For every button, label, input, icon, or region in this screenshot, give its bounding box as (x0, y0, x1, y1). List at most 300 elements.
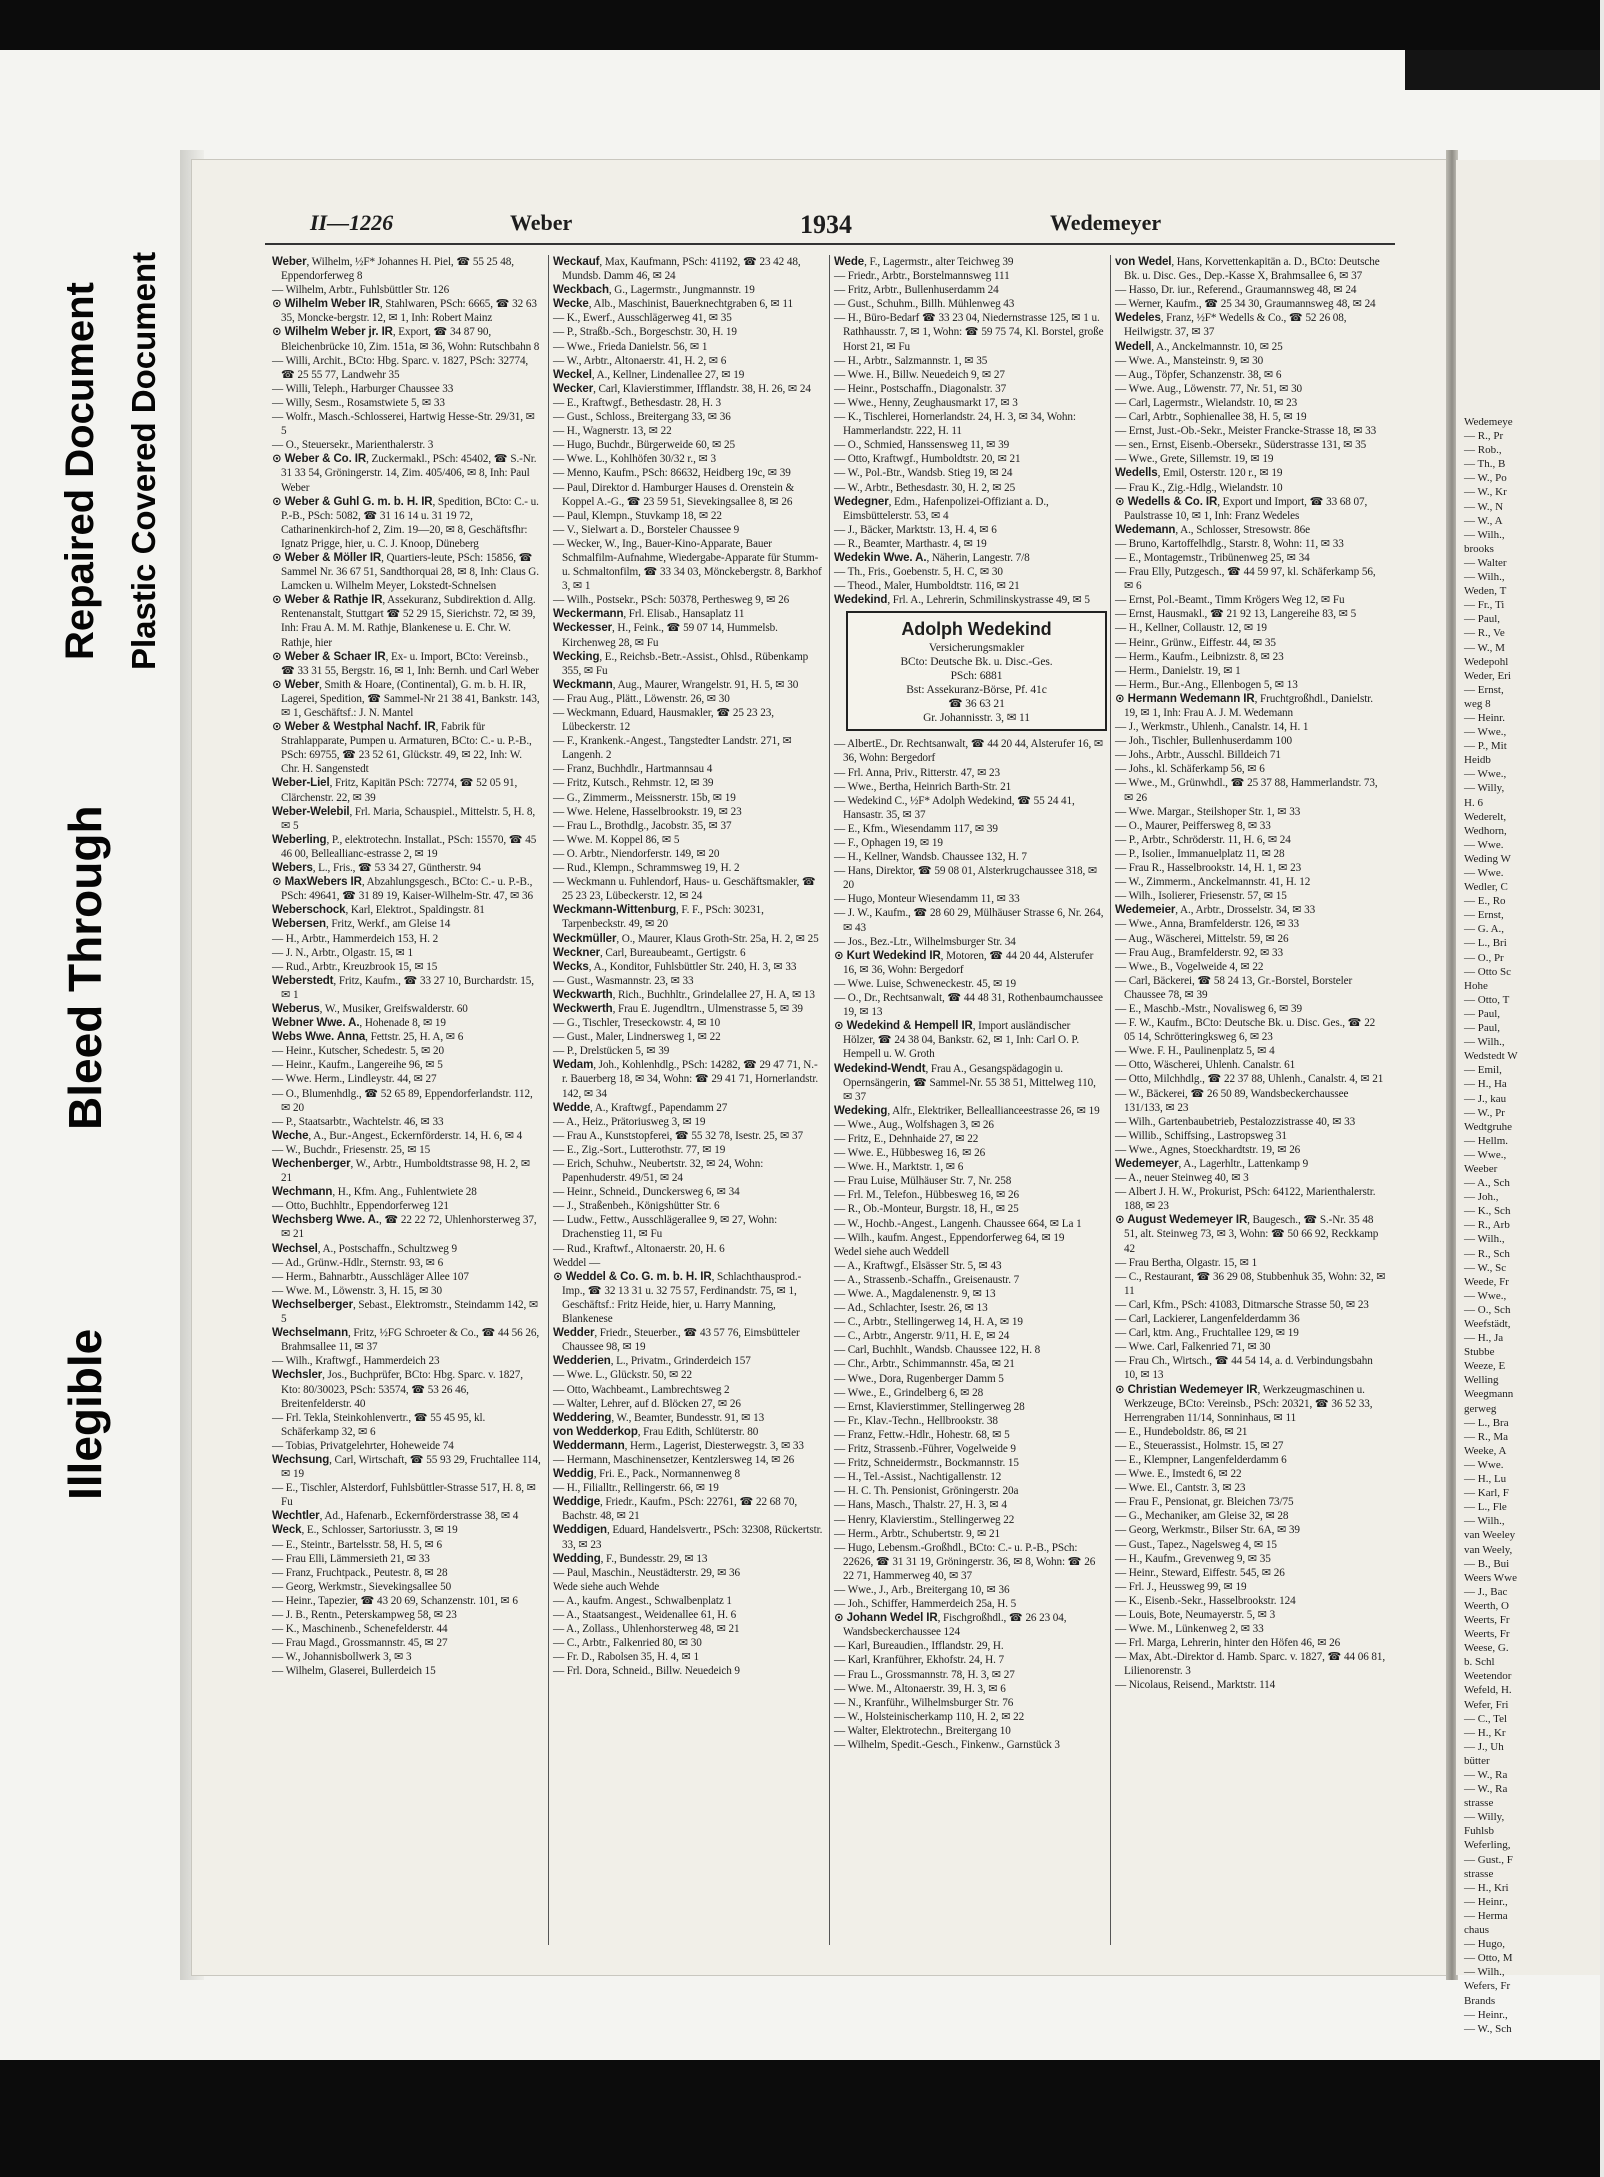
directory-entry: — H., Tel.-Assist., Nachtigallenstr. 12 (834, 1471, 1002, 1484)
next-page-entry-fragment: gerweg (1464, 1402, 1497, 1415)
directory-entry: — Franz, Fruchtpack., Peutestr. 8, ✉ 28 (272, 1566, 448, 1579)
directory-entry: — Wwe., J., Arb., Breitergang 10, ✉ 36 (834, 1583, 1010, 1596)
directory-entry: Wecking, E., Reichsb.-Betr.-Assist., Ohlsd., Rübenkamp 355, ✉ Fu (553, 650, 809, 677)
directory-entry: — Paul, Maschin., Neustädterstr. 29, ✉ 36 (553, 1566, 741, 1579)
directory-entry: — Frau Ch., Wirtsch., ☎ 44 54 14, a. d. Verbindungsbahn 10, ✉ 13 (1115, 1355, 1373, 1382)
next-page-entry-fragment: — L., Bra (1464, 1416, 1509, 1429)
directory-entry: von Wedel, Hans, Korvettenkapitän a. D., BCto: Deutsche Bk. u. Disc. Ges., Dep.-Kasse X, Brahmsallee 6, ✉ 37 (1115, 256, 1380, 283)
directory-entry: — Hermann, Maschinensetzer, Kentzlersweg 14, ✉ 26 (553, 1453, 795, 1466)
next-page-entry-fragment: — J., Uh (1464, 1740, 1504, 1753)
next-page-entry-fragment: — J., Bac (1464, 1585, 1508, 1598)
label-illegible: Illegible (59, 1328, 111, 1500)
directory-entry: ⊙ Wilhelm Weber jr. IR, Export, ☎ 34 87 90, Bleichenbrücke 10, Zim. 151a, ✉ 36, Wohn: Rutschbahn 8 (272, 326, 540, 353)
directory-entry: — G., Zimmerm., Meissnerstr. 15b, ✉ 19 (553, 791, 736, 804)
directory-entry: Wedegner, Edm., Hafenpolizei-Offiziant a. D., Eimsbüttelerstr. 53, ✉ 4 (834, 495, 1049, 522)
next-page-entry-fragment: — Wwe. (1464, 838, 1504, 851)
next-page-entry-fragment: strasse (1464, 1797, 1494, 1810)
next-page-entry-fragment: — R., Ma (1464, 1430, 1508, 1443)
directory-entry: — Menno, Kaufm., PSch: 86632, Heidberg 19c, ✉ 39 (553, 467, 791, 480)
directory-entry: — Chr., Arbtr., Schimmannstr. 45a, ✉ 21 (834, 1358, 1015, 1371)
directory-entry: — Paul, Klempn., Stuvkamp 18, ✉ 22 (553, 509, 722, 522)
directory-entry: — Aug., Töpfer, Schanzenstr. 38, ✉ 6 (1115, 368, 1282, 381)
directory-entry: — E., Steintr., Bartelsstr. 58, H. 5, ✉ 6 (272, 1538, 442, 1551)
directory-entry: — Frl. Anna, Priv., Ritterstr. 47, ✉ 23 (834, 766, 1001, 779)
directory-entry: — Frau Elly, Putzgesch., ☎ 44 59 97, kl. Schäferkamp 56, ✉ 6 (1115, 566, 1376, 593)
next-page-entry-fragment: Weerts, Fr (1464, 1613, 1510, 1626)
directory-entry: Wedel siehe auch Weddell (834, 1245, 950, 1258)
directory-entry: — J. N., Arbtr., Olgastr. 15, ✉ 1 (272, 946, 413, 959)
directory-entry: Weberus, W., Musiker, Greifswalderstr. 60 (272, 1002, 468, 1015)
next-page-entry-fragment: Fuhlsb (1464, 1825, 1494, 1838)
next-page-entry-fragment: — L., Bri (1464, 937, 1507, 950)
directory-entry: — H., Wagnerstr. 13, ✉ 22 (553, 425, 672, 438)
directory-entry: ⊙ Weber & Guhl G. m. b. H. IR, Spedition, BCto: C.- u. P.-B., PSch: 5082, ☎ 31 16 14 u. 31 19 72, Catharinenkirch-hof 2, Zim. 19—20, ✉ 8, Geschäftsfhr: Ignatz Prigge, hier, u. C. J. Knoop, Düneberg (272, 495, 539, 550)
next-page-entry-fragment: Weese, G. (1464, 1642, 1509, 1655)
directory-entry: — Heinr., Tapezier, ☎ 43 20 69, Schanzenstr. 101, ✉ 6 (272, 1594, 518, 1607)
next-page-entry-fragment: — Ernst, (1464, 683, 1504, 696)
directory-entry: — Wwe., Frieda Danielstr. 56, ✉ 1 (553, 340, 708, 353)
directory-entry: — E., Hundeboldstr. 86, ✉ 21 (1115, 1425, 1248, 1438)
directory-entry: — Tobias, Privatgelehrter, Hoheweide 74 (272, 1439, 454, 1452)
directory-entry: Wedeking, Alfr., Elektriker, Belleallianceestrasse 26, ✉ 19 (834, 1104, 1100, 1117)
directory-entry: Wecker, Carl, Klavierstimmer, Ifflandstr. 38, H. 26, ✉ 24 (553, 382, 811, 395)
next-page-entry-fragment: — Ernst, (1464, 909, 1504, 922)
next-page-entry-fragment: Wedemeye (1464, 416, 1513, 428)
directory-entry: — K., Eisenb.-Sekr., Hasselbrookstr. 124 (1115, 1594, 1296, 1607)
next-page-entry-fragment: brooks (1464, 542, 1494, 555)
directory-entry: — Wwe., M., Grünwhdl., ☎ 25 37 88, Hammerlandstr. 73, ✉ 26 (1115, 777, 1378, 804)
directory-entry: — H., Kellner, Wandsb. Chaussee 132, H. 7 (834, 851, 1027, 864)
directory-entry: Weck, E., Schlosser, Sartoriusstr. 3, ✉ 19 (272, 1524, 458, 1537)
directory-entry: — W., Johannisbollwerk 3, ✉ 3 (272, 1651, 412, 1664)
directory-entry: ⊙ August Wedemeyer IR, Baugesch., ☎ S.-Nr. 35 48 51, alt. Steinweg 73, ✉ 3, Wohn: ☎ 50 66 92, Reckkamp 42 (1115, 1214, 1379, 1255)
header-left-word: Weber (510, 210, 573, 235)
next-page-entry-fragment: — Otto, M (1464, 1952, 1513, 1965)
directory-entry: — Hugo, Buchdr., Bürgerweide 60, ✉ 25 (553, 439, 735, 452)
directory-entry: — Heinr., Grünw., Eiffestr. 44, ✉ 35 (1115, 636, 1276, 649)
directory-entry: Wedells, Emil, Osterstr. 120 r., ✉ 19 (1115, 467, 1283, 480)
directory-entry: — Wwe., Henny, Zeughausmarkt 17, ✉ 3 (834, 396, 1018, 409)
next-page-entry-fragment: — Wwe., (1464, 768, 1507, 781)
directory-entry: — Wwe. Helene, Hasselbrookstr. 19, ✉ 23 (553, 805, 742, 818)
next-page-entry-fragment: — H., Lu (1464, 1473, 1507, 1486)
next-page-entry-fragment: Weeze, E (1464, 1360, 1506, 1373)
column-separator (829, 255, 830, 1945)
directory-entry: Weddering, W., Beamter, Bundesstr. 91, ✉ 13 (553, 1411, 765, 1424)
directory-entry: — Wwe. F. H., Paulinenplatz 5, ✉ 4 (1115, 1045, 1275, 1058)
directory-entry: — Karl, Bureaudien., Ifflandstr. 29, H. (834, 1640, 1004, 1653)
directory-entry: — C., Restaurant, ☎ 36 29 08, Stubbenhuk 35, Wohn: 32, ✉ 11 (1115, 1270, 1386, 1297)
directory-entry: — O., Blumenhdlg., ☎ 52 65 89, Eppendorferlandstr. 112, ✉ 20 (272, 1087, 533, 1114)
directory-entry: Weber-Welebil, Frl. Maria, Schauspiel., Mittelstr. 5, H. 8, ✉ 5 (272, 805, 536, 832)
directory-entry: — Otto, Wachbeamt., Lambrechtsweg 2 (553, 1383, 730, 1396)
next-page-entry-fragment: — P., Mit (1464, 740, 1507, 753)
next-page-entry-fragment: Welling (1464, 1374, 1499, 1387)
directory-entry: Weber, Wilhelm, ½F* Johannes H. Piel, ☎ 55 25 48, Eppendorferweg 8 (272, 256, 514, 283)
directory-entry: — H. C. Th. Pensionist, Gröningerstr. 20a (834, 1485, 1019, 1498)
directory-entry: — Wwe., Aug., Wolfshagen 3, ✉ 26 (834, 1118, 994, 1131)
directory-entry: — A., kaufm. Angest., Schwalbenplatz 1 (553, 1594, 732, 1607)
next-page-entry-fragment: — J., kau (1464, 1092, 1507, 1105)
directory-entry: — Otto, Buchhltr., Eppendorferweg 121 (272, 1200, 449, 1213)
top-black-bar (0, 0, 1600, 50)
directory-entry: — Weckmann u. Fuhlendorf, Haus- u. Geschäftsmakler, ☎ 25 23 23, Lübeckerstr. 12, ✉ 24 (553, 876, 816, 903)
page-number: II—1226 (310, 210, 394, 235)
directory-entry: Weckel, A., Kellner, Lindenallee 27, ✉ 19 (553, 368, 745, 381)
next-page-entry-fragment: — Otto, T (1464, 993, 1510, 1006)
directory-entry: — Frau Elli, Lämmersieth 21, ✉ 33 (272, 1552, 430, 1565)
advertisement-line: Bst: Assekuranz-Börse, Pf. 41c (906, 684, 1047, 697)
directory-entry: — Franz, Buchhdlr., Hartmannsau 4 (553, 763, 713, 776)
directory-entry: — Carl, Bäckerei, ☎ 58 24 13, Gr.-Borstel, Borsteler Chaussee 78, ✉ 39 (1115, 974, 1353, 1001)
directory-entry: Weddigen, Eduard, Handelsvertr., PSch: 32308, Rückertstr. 33, ✉ 23 (553, 1524, 823, 1551)
directory-entry: — Hasso, Dr. iur., Referend., Graumannsweg 48, ✉ 24 (1115, 284, 1357, 297)
directory-entry: Wedding, F., Bundesstr. 29, ✉ 13 (553, 1552, 708, 1565)
next-page-entry-fragment: — H., Kri (1464, 1881, 1509, 1894)
directory-entry: — Walter, Elektrotechn., Breitergang 10 (834, 1724, 1011, 1737)
directory-entry: — Erich, Schuhw., Neubertstr. 32, ✉ 24, Wohn: Papenhuderstr. 49/51, ✉ 24 (553, 1158, 764, 1185)
next-page-edge (1456, 160, 1600, 2035)
directory-entry: Wechsung, Carl, Wirtschaft, ☎ 55 93 29, Fruchtallee 114, ✉ 19 (272, 1453, 541, 1481)
directory-entry: Weckwarth, Rich., Buchhltr., Grindelallee 27, H. A, ✉ 13 (553, 988, 815, 1001)
directory-entry: — Frl. Tekla, Steinkohlenvertr., ☎ 55 45 95, kl. Schäferkamp 32, ✉ 6 (272, 1411, 486, 1438)
directory-entry: — W., Bäckerei, ☎ 26 50 89, Wandsbeckerchaussee 131/133, ✉ 23 (1115, 1087, 1349, 1114)
directory-entry: — Herm., Arbtr., Schubertstr. 9, ✉ 21 (834, 1527, 1001, 1540)
next-page-entry-fragment: strasse (1464, 1867, 1494, 1880)
directory-entry: Weckmann, Aug., Maurer, Wrangelstr. 91, H. 5, ✉ 30 (553, 678, 799, 691)
directory-entry: — H., Büro-Bedarf ☎ 33 23 04, Niedernstrasse 125, ✉ 1 u. Rathhausstr. 7, ✉ 1, Wohn: ☎ 59 75 74, Kl. Borstel, große Horst 21, ✉ Fu (834, 312, 1104, 353)
directory-entry: ⊙ Weber & Westphal Nachf. IR, Fabrik für Strahlapparate, Pumpen u. Armaturen, BCto: C.- u. P.-B., PSch: 69755, ☎ 23 52 61, Glückstr. 49, ✉ 22, Inh: W. Chr. H. Sangenstedt (272, 721, 532, 776)
directory-entry: Wedde, A., Kraftwgf., Papendamm 27 (553, 1101, 728, 1114)
directory-entry: — Weckmann, Eduard, Hausmakler, ☎ 25 23 23, Lübeckerstr. 12 (553, 707, 774, 734)
directory-entry: — Wwe. H., Marktstr. 1, ✉ 6 (834, 1161, 964, 1174)
directory-entry: — Frau Aug., Plätt., Löwenstr. 26, ✉ 30 (553, 692, 730, 705)
directory-entry: Weberling, P., elektrotechn. Installat., PSch: 15570, ☎ 45 46 00, Belleallianc-estrasse 2, ✉ 19 (272, 833, 537, 860)
directory-entry: Wechsler, Jos., Buchprüfer, BCto: Hbg. Sparc. v. 1827, Kto: 80/30023, PSch: 53574, ☎ 53 26 46, Breitenfelderstr. 40 (272, 1369, 523, 1410)
directory-entry: — R., Beamter, Marthastr. 4, ✉ 19 (834, 537, 987, 550)
directory-entry: — Wwe. A., Mansteinstr. 9, ✉ 30 (1115, 354, 1264, 367)
directory-entry: — Otto, Kraftwgf., Humboldtstr. 20, ✉ 21 (834, 453, 1021, 466)
directory-entry: — Frau Luise, Mülhäuser Str. 7, Nr. 258 (834, 1175, 1012, 1188)
advertisement-line: Versicherungsmakler (928, 642, 1025, 655)
directory-entry: — Fritz, E., Dehnhaide 27, ✉ 22 (834, 1132, 979, 1145)
next-page-entry-fragment: — Wwe. (1464, 867, 1504, 879)
directory-entry: — Wwe. Luise, Schweneckestr. 45, ✉ 19 (834, 977, 1016, 990)
directory-entry: — J., Straßenbeh., Königshütter Str. 6 (553, 1200, 720, 1213)
directory-entry: — Frl. J., Heussweg 99, ✉ 19 (1115, 1580, 1247, 1593)
directory-entry: — Wilh., Gartenbaubetrieb, Pestalozzistrasse 40, ✉ 33 (1115, 1115, 1356, 1128)
directory-entry: Wedemann, A., Schlosser, Stresowstr. 86e (1115, 523, 1310, 536)
directory-entry: — Carl, Kfm., PSch: 41083, Ditmarsche Strasse 50, ✉ 23 (1115, 1298, 1369, 1311)
directory-entry: Wedeles, Franz, ½F* Wedells & Co., ☎ 52 26 08, Heilwigstr. 37, ✉ 37 (1115, 312, 1347, 339)
directory-entry: — Wwe. Herm., Lindleystr. 44, ✉ 27 (272, 1073, 437, 1086)
next-page-entry-fragment: Wederelt, (1464, 810, 1507, 823)
directory-entry: — Wwe. E., Hübbesweg 16, ✉ 26 (834, 1147, 986, 1160)
directory-entry: — Frau L., Brothdlg., Jacobstr. 35, ✉ 37 (553, 819, 732, 832)
next-page-entry-fragment: — A., Sch (1464, 1177, 1510, 1190)
directory-entry: — Gust., Wasmannstr. 23, ✉ 33 (553, 974, 694, 987)
next-page-entry-fragment: — Th., B (1464, 458, 1506, 471)
next-page-entry-fragment: Brands (1464, 1994, 1496, 2007)
directory-entry: — Hans, Direktor, ☎ 59 08 01, Alsterkrugchaussee 318, ✉ 20 (834, 865, 1098, 892)
directory-entry: ⊙ Hermann Wedemann IR, Fruchtgroßhdl., Danielstr. 19, ✉ 1, Inh: Frau A. J. M. Wedemann (1115, 692, 1373, 719)
advertisement-line: Gr. Johannisstr. 3, ✉ 11 (923, 712, 1030, 725)
directory-entry: — F. W., Kaufm., BCto: Deutsche Bk. u. Disc. Ges., ☎ 22 05 14, Schrötteringksweg 6, ✉ 23 (1115, 1017, 1376, 1044)
directory-entry: — Carl, ktm. Ang., Fruchtallee 129, ✉ 19 (1115, 1327, 1299, 1340)
directory-entry: — Heinr., Kaufm., Langereihe 96, ✉ 5 (272, 1059, 443, 1072)
directory-entry: — Wwe., B., Vogelweide 4, ✉ 22 (1115, 960, 1264, 973)
next-page-entry-fragment: — Heinr., (1464, 1895, 1508, 1908)
next-page-entry-fragment: weg 8 (1464, 697, 1491, 710)
next-page-entry-fragment: — Joh., (1464, 1191, 1499, 1204)
directory-entry: Wecke, Alb., Maschinist, Bauerknechtgraben 6, ✉ 11 (553, 298, 793, 311)
directory-entry: — A., Staatsangest., Weidenallee 61, H. 6 (553, 1609, 737, 1621)
next-page-entry-fragment: — R., Sch (1464, 1247, 1510, 1260)
directory-entry: — sen., Ernst, Eisenb.-Obersekr., Süderstrasse 131, ✉ 35 (1115, 439, 1367, 452)
next-page-entry-fragment: — Paul, (1464, 613, 1501, 626)
directory-entry: — Frau A., Kunststopferei, ☎ 55 32 78, Isestr. 25, ✉ 37 (553, 1129, 803, 1142)
next-page-entry-fragment: — Emil, (1464, 1064, 1502, 1077)
next-page-entry-fragment: Wedler, C (1464, 881, 1508, 894)
directory-entry: — Wwe., Anna, Bramfelderstr. 126, ✉ 33 (1115, 918, 1300, 931)
directory-entry: — Wilh., Isolierer, Friesenstr. 57, ✉ 15 (1115, 890, 1287, 903)
directory-entry: — Wwe., Agnes, Stoeckhardtstr. 19, ✉ 26 (1115, 1143, 1301, 1156)
next-page-entry-fragment: — L., Fle (1464, 1501, 1507, 1514)
next-page-entry-fragment: Stubbe (1464, 1346, 1495, 1359)
directory-entry: — E., Zig.-Sort., Lutterothstr. 77, ✉ 19 (553, 1143, 726, 1156)
directory-entry: Weckwerth, Frau E. Jugendltrn., Ulmenstrasse 5, ✉ 39 (553, 1002, 803, 1015)
directory-entry: — Gust., Maler, Lindnersweg 1, ✉ 22 (553, 1031, 721, 1044)
directory-entry: — J. B., Rentn., Peterskampweg 58, ✉ 23 (272, 1609, 457, 1621)
next-page-entry-fragment: — W., Po (1464, 472, 1507, 485)
directory-entry: — A., Strassenb.-Schaffn., Greisenaustr. 7 (834, 1273, 1020, 1286)
next-page-entry-fragment: — Wwe. (1464, 1458, 1504, 1471)
directory-entry: Wedekind, Frl. A., Lehrerin, Schmilinskystrasse 49, ✉ 5 (834, 594, 1090, 607)
directory-entry: — Carl, Lackierer, Langenfelderdamm 36 (1115, 1313, 1300, 1326)
directory-entry: Wedderien, L., Privatm., Grinderdeich 157 (553, 1355, 751, 1368)
directory-entry: — Max, Abt.-Direktor d. Hamb. Sparc. v. 1827, ☎ 44 06 81, Lilienorenstr. 3 (1115, 1651, 1386, 1678)
directory-entry: ⊙ Weddel & Co. G. m. b. H. IR, Schlachthausprod.-Imp., ☎ 32 13 31 u. 32 75 57, Ferdinandstr. 75, ✉ 1, Geschäftsf.: Fritz Heide, hier, u. Harry Manning, Blankenese (553, 1270, 802, 1326)
next-page-entry-fragment: — Wwe., (1464, 1148, 1507, 1161)
next-page-entry-fragment: — H., Ja (1464, 1332, 1504, 1345)
directory-entry: ⊙ Weber & Co. IR, Zuckermakl., PSch: 45402, ☎ S.-Nr. 31 33 54, Gröningerstr. 14, Zim. 405/406, ✉ 8, Inh: Paul Weber (272, 453, 537, 494)
directory-entry: — Heinr., Schneid., Dunckersweg 6, ✉ 34 (553, 1186, 740, 1199)
directory-entry: — Wwe., Bertha, Heinrich Barth-Str. 21 (834, 780, 1012, 793)
directory-entry: — Frl. Marga, Lehrerin, hinter den Höfen 46, ✉ 26 (1115, 1637, 1341, 1650)
next-page-entry-fragment: — C., Tel (1464, 1712, 1508, 1725)
directory-entry: — Wwe. Aug., Löwenstr. 77, Nr. 51, ✉ 30 (1115, 382, 1303, 395)
directory-entry: — Johs., Arbtr., Ausschl. Billdeich 71 (1115, 749, 1281, 762)
directory-entry: — R., Ob.-Monteur, Burgstr. 18, H., ✉ 25 (834, 1203, 1019, 1216)
directory-entry: Webner Wwe. A., Hohenade 8, ✉ 19 (272, 1017, 446, 1030)
directory-entry: — O., Dr., Rechtsanwalt, ☎ 44 48 31, Rothenbaumchaussee 19, ✉ 13 (834, 992, 1103, 1019)
next-page-entry-fragment: Heidb (1464, 754, 1491, 767)
next-page-entry-fragment: — Fr., Ti (1464, 599, 1505, 612)
directory-entry: Wechselberger, Sebast., Elektromstr., Steindamm 142, ✉ 5 (272, 1298, 539, 1326)
directory-entry: — H., Kellner, Collaustr. 12, ✉ 19 (1115, 622, 1267, 635)
header-year: 1934 (800, 210, 852, 239)
directory-entry: — Wwe. L., Glückstr. 50, ✉ 22 (553, 1369, 692, 1382)
directory-entry: ⊙ Weber & Schaer IR, Ex- u. Import, BCto: Vereinsb., ☎ 33 31 55, Bergstr. 16, ✉ 1, Inh: Bernh. und Carl Weber (272, 650, 539, 677)
column-1 (272, 255, 542, 1950)
directory-entry: — Carl, Buchhlt., Wandsb. Chaussee 122, H. 8 (834, 1344, 1041, 1357)
directory-entry: — Fritz, Schneidermstr., Bockmannstr. 15 (834, 1457, 1019, 1470)
directory-entry: — Fr. D., Rabolsen 35, H. 4, ✉ 1 (553, 1651, 700, 1664)
directory-entry: Wede siehe auch Wehde (553, 1580, 660, 1593)
next-page-entry-fragment: Wedstedt W (1464, 1050, 1518, 1063)
directory-entry: — Herm., Bur.-Ang., Ellenbogen 5, ✉ 13 (1115, 678, 1298, 691)
directory-entry: — Carl, Arbtr., Sophienallee 38, H. 5, ✉ 19 (1115, 411, 1307, 424)
bottom-black-bar (0, 2060, 1600, 2177)
directory-entry: Wedell, A., Anckelmannstr. 10, ✉ 25 (1115, 340, 1283, 353)
column-separator (1110, 255, 1111, 1945)
directory-entry: — H., Filialltr., Rellingerstr. 66, ✉ 19 (553, 1482, 719, 1495)
directory-entry: — P., Staatsarbtr., Wachtelstr. 46, ✉ 33 (272, 1115, 444, 1128)
directory-entry: — Fritz, Arbtr., Bullenhuserdamm 24 (834, 284, 999, 297)
directory-entry: ⊙ Weber, Smith & Hoare, (Continental), G. m. b. H. IR, Lagerei, Spedition, ☎ Sammel-Nr 21 38 41, Bankstr. 143, ✉ 1, Geschäftsf.: J. N. Mantel (272, 678, 540, 719)
directory-entry: ⊙ Kurt Wedekind IR, Motoren, ☎ 44 20 44, Alsterufer 16, ✉ 36, Wohn: Bergedorf (834, 949, 1094, 976)
directory-entry: — N., Kranführ., Wilhelmsburger Str. 76 (834, 1696, 1014, 1709)
directory-entry: — Wolfr., Masch.-Schlosserei, Hartwig Hesse-Str. 29/31, ✉ 5 (272, 411, 535, 438)
advertisement-line: BCto: Deutsche Bk. u. Disc.-Ges. (900, 656, 1053, 669)
next-page-entry-fragment: Hohe (1464, 979, 1488, 992)
directory-entry: — P., Arbtr., Schröderstr. 11, H. 6, ✉ 24 (1115, 833, 1291, 846)
next-page-entry-fragment: Weder, Eri (1464, 669, 1511, 682)
next-page-entry-fragment: — Paul, (1464, 1022, 1501, 1035)
directory-entry: — Carl, Lagermstr., Wielandstr. 10, ✉ 23 (1115, 396, 1298, 409)
next-page-entry-fragment: — Wilh., (1464, 571, 1505, 584)
directory-entry: — K., Ewerf., Ausschlägerweg 41, ✉ 35 (553, 312, 732, 325)
directory-entry: Wedekind-Wendt, Frau A., Gesangspädagogin u. Opernsängerin, ☎ Sammel-Nr. 55 38 51, Mittelweg 110, ✉ 37 (834, 1062, 1096, 1103)
directory-entry: — Frl. Dora, Schneid., Billw. Neuedeich 9 (553, 1665, 740, 1678)
directory-entry: Wecks, A., Konditor, Fuhlsbüttler Str. 240, H. 3, ✉ 33 (553, 960, 797, 973)
next-page-entry-fragment: chaus (1464, 1924, 1490, 1937)
directory-entry: — Rud., Kraftwf., Altonaerstr. 20, H. 6 (553, 1242, 725, 1255)
next-page-entry-fragment: Weferling, (1464, 1839, 1511, 1852)
directory-entry: — Frau K., Zig.-Hdlg., Wielandstr. 10 (1115, 481, 1283, 494)
directory-entry: — Aug., Wäscherei, Mittelstr. 59, ✉ 26 (1115, 932, 1289, 945)
next-page-entry-fragment: — K., Sch (1464, 1205, 1511, 1218)
directory-entry: Wedder, Friedr., Steuerber., ☎ 43 57 76, Eimsbütteler Chaussee 98, ✉ 19 (553, 1327, 800, 1354)
directory-entry: Wede, F., Lagermstr., alter Teichweg 39 (834, 256, 1014, 268)
next-page-entry-fragment: — Willy, (1464, 1811, 1505, 1824)
next-page-entry-fragment: — R., Pr (1464, 430, 1504, 443)
directory-entry: — Henry, Klavierstim., Stellingerweg 22 (834, 1513, 1015, 1526)
directory-entry: Weber-Liel, Fritz, Kapitän PSch: 72774, ☎ 52 05 91, Clärchenstr. 22, ✉ 39 (272, 777, 518, 804)
next-page-entry-fragment: Weeke, A (1464, 1444, 1507, 1457)
next-page-entry-fragment: — W., Ra (1464, 1783, 1508, 1796)
directory-entry: — P., Drelstücken 5, ✉ 39 (553, 1045, 670, 1058)
next-page-entry-fragment: — Heinr. (1464, 711, 1505, 724)
directory-entry: Weckner, Carl, Bureaubeamt., Gertigstr. 6 (553, 946, 746, 959)
directory-entry: — Gust., Schloss., Breitergang 33, ✉ 36 (553, 411, 731, 424)
directory-entry: Weddermann, Herm., Lagerist, Diesterwegstr. 3, ✉ 33 (553, 1439, 804, 1452)
column-4 (1115, 255, 1387, 1950)
directory-entry: — Ludw., Fettw., Ausschlägerallee 9, ✉ 27, Wohn: Drachenstieg 11, ✉ Fu (553, 1214, 778, 1241)
next-page-entry-fragment: Weers Wwe (1464, 1571, 1517, 1584)
next-page-entry-fragment: — Rob., (1464, 444, 1502, 457)
directory-entry: — Frl. M., Telefon., Hübbesweg 16, ✉ 26 (834, 1189, 1020, 1202)
directory-entry: Weddig, Fri. E., Pack., Normannenweg 8 (553, 1468, 740, 1481)
directory-entry: — Frau F., Pensionat, gr. Bleichen 73/75 (1115, 1496, 1294, 1509)
directory-entry: — Wwe. M., Altonaerstr. 39, H. 3, ✉ 6 (834, 1682, 1006, 1695)
directory-entry: — Wwe. M., Lünkenweg 2, ✉ 33 (1115, 1623, 1264, 1636)
directory-entry: Wechmann, H., Kfm. Ang., Fuhlentwiete 28 (272, 1186, 477, 1199)
directory-entry: — Georg, Werkmstr., Bilser Str. 6A, ✉ 39 (1115, 1524, 1300, 1537)
directory-entry: — Wecker, W., Ing., Bauer-Kino-Apparate, Bauer Schmalfilm-Aufnahme, Wiedergabe-Apparate für Stumm- u. Schmaltonfilm, ☎ 33 34 03, Mönckebergstr. 8, Barkhof 3, ✉ 1 (553, 537, 822, 593)
directory-entry: — K., Maschinenb., Schenefelderstr. 44 (272, 1623, 448, 1636)
directory-entry: — Fr., Klav.-Techn., Hellbrookstr. 38 (834, 1414, 998, 1427)
next-page-entry-fragment: Wefeld, H. (1464, 1684, 1512, 1697)
directory-entry: — Willib., Schiffsing., Lastropsweg 31 (1115, 1129, 1287, 1142)
next-page-entry-fragment: — W., Ra (1464, 1769, 1508, 1781)
next-page-entry-fragment: Wedhorn, (1464, 824, 1507, 837)
directory-entry: — Hugo, Monteur Wiesendamm 11, ✉ 33 (834, 893, 1020, 906)
next-page-entry-fragment: — Gust., F (1464, 1853, 1513, 1866)
next-page-entry-fragment: — Karl, F (1464, 1487, 1509, 1500)
directory-entry: Wedemeyer, A., Lagerhltr., Lattenkamp 9 (1115, 1158, 1309, 1170)
directory-entry: — Ernst, Hausmakl., ☎ 21 92 13, Langereihe 83, ✉ 5 (1115, 608, 1357, 621)
directory-entry: — Gust., Tapez., Nagelsweg 4, ✉ 15 (1115, 1538, 1277, 1551)
directory-entry: — Wwe. E., Imstedt 6, ✉ 22 (1115, 1468, 1242, 1481)
directory-entry: Weckauf, Max, Kaufmann, PSch: 41192, ☎ 23 42 48, Mundsb. Damm 46, ✉ 24 (553, 256, 801, 283)
directory-entry: — Wwe., Dora, Rugenberger Damm 5 (834, 1372, 1004, 1385)
directory-entry: — E., Klempner, Langenfelderdamm 6 (1115, 1453, 1287, 1466)
directory-entry: — Wwe., E., Grindelberg 6, ✉ 28 (834, 1386, 984, 1399)
directory-entry: — W., Holsteinischerkamp 110, H. 2, ✉ 22 (834, 1710, 1025, 1723)
directory-entry: — Willi, Archit., BCto: Hbg. Sparc. v. 1827, PSch: 32774, ☎ 25 55 77, Landwehr 35 (272, 354, 529, 381)
next-page-entry-fragment: — H., Ha (1464, 1078, 1507, 1091)
directory-entry: ⊙ Wedells & Co. IR, Export und Import, ☎ 33 68 07, Paulstrasse 10, ✉ 1, Inh: Franz Wedeles (1115, 495, 1368, 522)
directory-entry: — Heinr., Steward, Eiffestr. 545, ✉ 26 (1115, 1566, 1285, 1579)
next-page-entry-fragment: — Wilh., (1464, 1515, 1505, 1528)
directory-entry: — Paul, Direktor d. Hamburger Hauses d. Orenstein & Koppel A.-G., ☎ 23 59 51, Sievekingsallee 8, ✉ 26 (553, 481, 795, 508)
directory-entry: — H., Arbtr., Salzmannstr. 1, ✉ 35 (834, 354, 988, 367)
next-page-entry-fragment: — Herma (1464, 1909, 1508, 1922)
directory-entry: Weberstedt, Fritz, Kaufm., ☎ 33 27 10, Burchardstr. 15, ✉ 1 (272, 974, 534, 1001)
directory-entry: — W., Pol.-Btr., Wandsb. Stieg 19, ✉ 24 (834, 467, 1013, 480)
next-page-entry-fragment: — Otto Sc (1464, 965, 1512, 978)
directory-entry: Weckmann-Wittenburg, F. F., PSch: 30231, Tarpenbeckstr. 49, ✉ 20 (553, 904, 764, 931)
directory-entry: — Ernst, Pol.-Beamt., Timm Krögers Weg 12, ✉ Fu (1115, 594, 1345, 607)
directory-entry: — E., Tischler, Alsterdorf, Fuhlsbüttler-Strasse 517, H. 8, ✉ Fu (272, 1482, 536, 1509)
directory-entry: — Werner, Kaufm., ☎ 25 34 30, Graumannsweg 48, ✉ 24 (1115, 298, 1376, 311)
column-2 (553, 255, 823, 1950)
directory-entry: ⊙ Weber & Möller IR, Quartiers-leute, PSch: 15856, ☎ Sammel Nr. 36 67 51, Sandthorquai 28, ✉ 8, Inh: Claus G. Lamcken u. Wilhelm Meyer, Lokstedt-Schnelsen (272, 551, 539, 593)
directory-entry: — Otto, Milchhdlg., ☎ 22 37 88, Uhlenh., Canalstr. 4, ✉ 21 (1115, 1073, 1384, 1086)
directory-entry: Wedam, Joh., Kohlenhdlg., PSch: 14282, ☎ 29 47 71, N.-r. Bauerberg 18, ✉ 34, Wohn: ☎ 29 41 71, Hornerlandstr. 142, ✉ 34 (553, 1059, 819, 1100)
column-separator (548, 255, 549, 1945)
next-page-entry-fragment: Weerth, O (1464, 1599, 1509, 1612)
directory-entry: — Th., Fris., Goebenstr. 5, H. C, ✉ 30 (834, 566, 1003, 579)
next-page-entry-fragment: — Wilh., (1464, 1966, 1505, 1979)
directory-entry: — Frau Aug., Bramfelderstr. 92, ✉ 33 (1115, 946, 1283, 959)
side-labels (30, 170, 180, 1510)
directory-entry: Weddel — (553, 1256, 601, 1269)
directory-entry: ⊙ MaxWebers IR, Abzahlungsgesch., BCto: C.- u. P.-B., PSch: 49641, ☎ 31 89 19, Kaiser-Wilhelm-Str. 47, ✉ 36 (272, 876, 533, 903)
directory-entry: — Louis, Bote, Neumayerstr. 5, ✉ 3 (1115, 1609, 1276, 1621)
directory-entry: — A., Kraftwgf., Elsässer Str. 5, ✉ 43 (834, 1259, 1002, 1272)
next-page-entry-fragment: — Paul, (1464, 1007, 1501, 1020)
directory-entry: — J. W., Kaufm., ☎ 28 60 29, Mülhäuser Strasse 6, Nr. 264, ✉ 43 (834, 907, 1104, 934)
directory-entry: — C., Arbtr., Falkenried 80, ✉ 30 (553, 1637, 702, 1650)
next-page-entry-fragment: b. Schl (1464, 1656, 1495, 1669)
directory-entry: — Albert J. H. W., Prokurist, PSch: 64122, Marienthalerstr. 188, ✉ 23 (1115, 1186, 1376, 1213)
next-page-entry-fragment: Wefers, Fr (1464, 1980, 1511, 1993)
directory-entry: — Wwe. El., Cantstr. 3, ✉ 23 (1115, 1482, 1246, 1495)
directory-entry: — V., Sielwart a. D., Borsteler Chaussee 9 (553, 523, 740, 536)
directory-entry: — Ad., Grünw.-Hdlr., Sternstr. 93, ✉ 6 (272, 1256, 444, 1269)
